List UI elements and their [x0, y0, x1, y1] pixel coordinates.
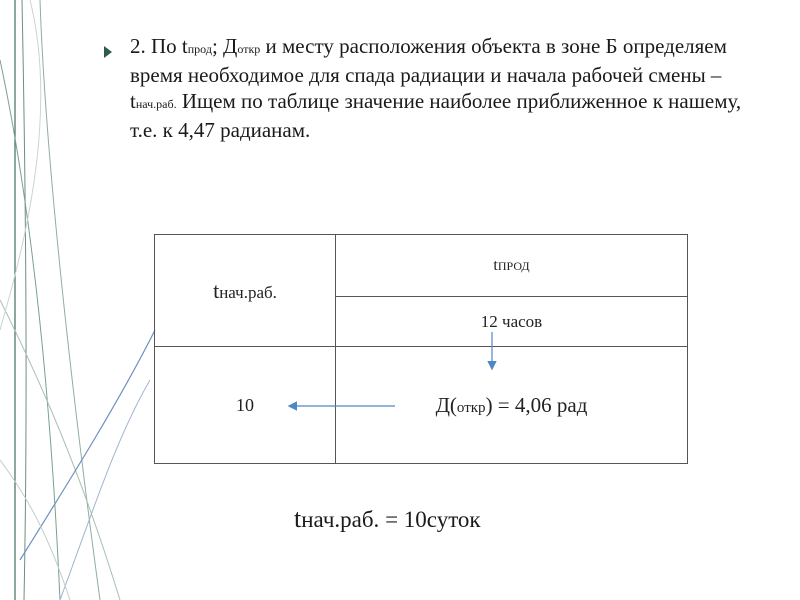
result-value: = 10суток: [379, 507, 481, 532]
subscript-prod: прод: [187, 42, 212, 56]
dose-cell: [336, 347, 688, 464]
text-part: и месту расположения объекта в зоне Б определяем время необходимое для спада радиации и начала рабочей смены – t: [130, 34, 727, 113]
row-value: 10: [236, 394, 254, 415]
result-sub: нач.раб.: [301, 507, 380, 532]
header-left-cell: [155, 235, 336, 347]
header-left-t: t: [213, 277, 220, 303]
subscript-otkr: откр: [237, 42, 261, 56]
bullet-icon: [104, 46, 112, 58]
result-t: t: [294, 504, 302, 533]
header-right-cell: [336, 235, 688, 297]
subscript-nach: нач.раб.: [135, 97, 177, 111]
text-part: ; Д: [211, 34, 238, 58]
hours-label: 12 часов: [480, 311, 543, 331]
header-right-t: t: [493, 256, 498, 274]
dose-sub: откр: [456, 399, 486, 416]
row-value-cell: [155, 347, 336, 464]
hours-cell: [336, 297, 688, 347]
result-line: [294, 504, 481, 534]
text-part: Ищем по таблице значение наиболее приближенное к нашему, т.е. к 4,47 радианам.: [130, 89, 742, 142]
step-number: 2.: [130, 34, 146, 58]
text-part: По t: [145, 34, 188, 58]
header-left-sub: нач.раб.: [219, 282, 277, 302]
header-right-sub: ПРОД: [497, 258, 530, 273]
instruction-paragraph: [130, 33, 770, 143]
radiation-table: [154, 234, 688, 464]
dose-prefix: Д(: [435, 392, 457, 417]
dose-suffix: ) = 4,06 рад: [485, 392, 588, 417]
